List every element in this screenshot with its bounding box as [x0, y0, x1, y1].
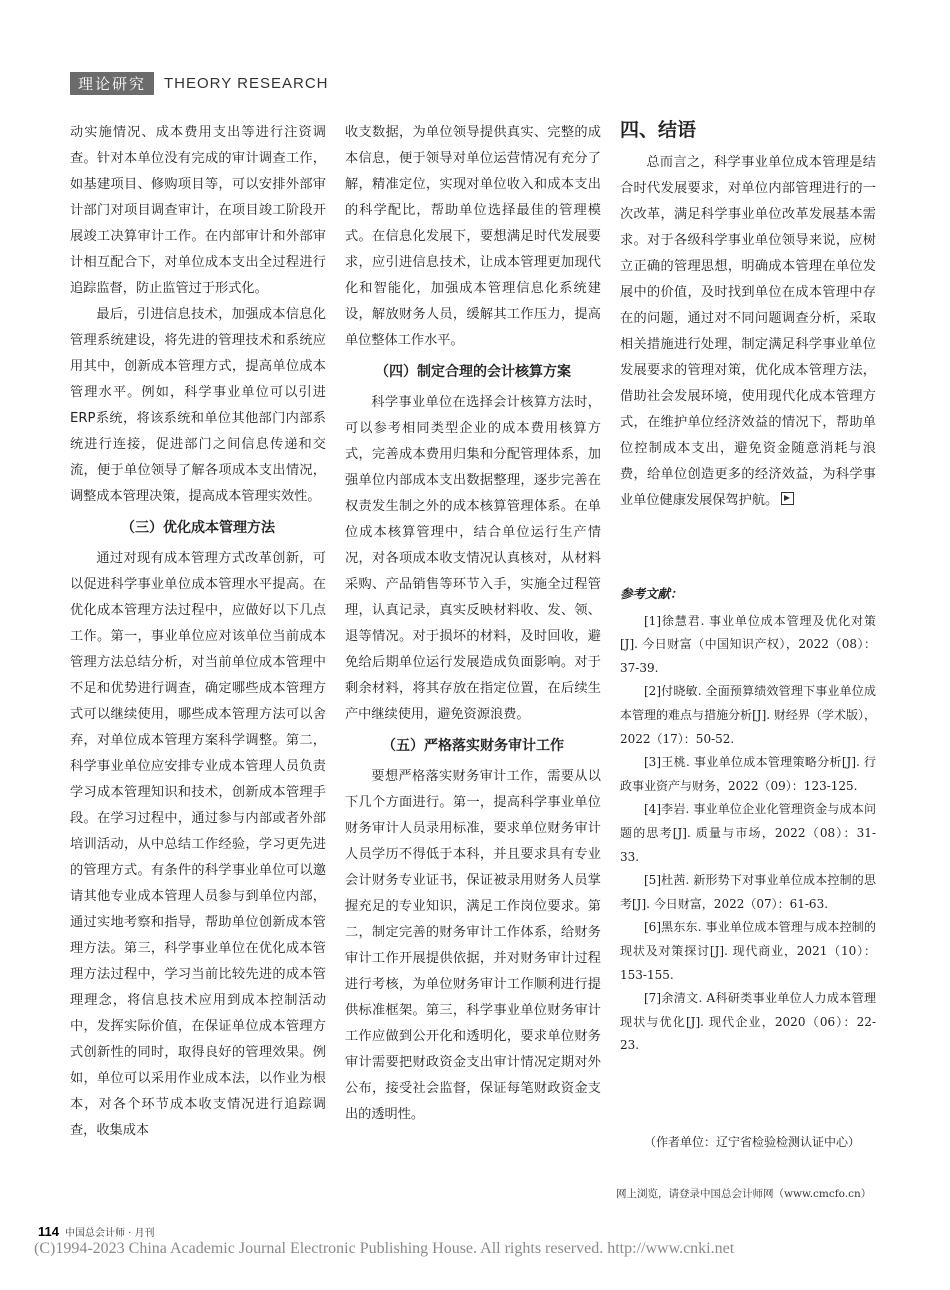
paragraph: 要想严格落实财务审计工作，需要从以下几个方面进行。第一，提高科学事业单位财务审计人员录用标准，要求单位财务审计人员学历不得低于本科，并且要求具有专业会计财务专业证书，保证被录用财务人员掌握充足的专业知识，满足工作岗位要求。第二，制定完善的财务审计工作体系，给财务审计工作开展提供依据，并对财务审计过程进行考核，为单位财务审计工作顺利进行提供标准框架。第三，科学事业单位财务审计工作应做到公开化和透明化，要求单位财务审计需要把财政资金支出审计情况定期对外公布，接受社会监督，保证每笔财政资金支出的透明性。	[345, 769, 601, 1122]
subsection-heading: （三）优化成本管理方法	[121, 520, 275, 536]
section-header	[70, 72, 329, 94]
journal-name: 中国总会计师 · 月刊	[64, 1228, 155, 1239]
reference-item: [1]徐慧君. 事业单位成本管理及优化对策[J]. 今日财富（中国知识产权），2022（08）：37-39.	[620, 613, 876, 675]
reference-item: [5]杜茜. 新形势下对事业单位成本控制的思考[J]. 今日财富，2022（07）：61-63.	[620, 873, 876, 911]
subsection-heading: （五）严格落实财务审计工作	[382, 738, 564, 754]
references	[620, 582, 876, 1058]
page-footer	[38, 1224, 155, 1239]
references-title: 参考文献：	[620, 586, 683, 601]
reference-item: [7]余清文. A科研类事业单位人力成本管理现状与优化[J]. 现代企业，2020（06）：22-23.	[620, 991, 876, 1053]
end-of-article-icon	[781, 492, 794, 505]
paragraph: 通过对现有成本管理方式改革创新，可以促进科学事业单位成本管理水平提高。在优化成本管理方法过程中，应做好以下几点工作。第一，事业单位应对该单位当前成本管理方法总结分析，对当前单位成本管理中不足和优势进行调查，确定哪些成本管理方式可以继续使用，哪些成本管理方法可以舍弃，对单位成本管理方案科学调整。第二，科学事业单位应安排专业成本管理人员负责学习成本管理知识和技术，创新成本管理手段。在学习过程中，通过参与内部或者外部培训活动，从中总结工作经验，学习更先进的管理方式。有条件的科学事业单位可以邀请其他专业成本管理人员参与到单位内部，通过实地考察和指导，帮助单位创新成本管理方法。第三，科学事业单位在优化成本管理方法过程中，学习当前比较先进的成本管理理念，将信息技术应用到成本控制活动中，发挥实际价值，在保证单位成本管理方式创新性的同时，取得良好的管理效果。例如，单位可以采用作业成本法，以作业为根本，对各个环节成本收支情况进行追踪调查，收集成本	[70, 551, 326, 1138]
conclusion-paragraph: 总而言之，科学事业单位成本管理是结合时代发展要求，对单位内部管理进行的一次改革，满足科学事业单位改革发展基本需求。对于各级科学事业单位领导来说，应树立正确的管理思想，明确成本管理在单位发展中的价值，及时找到单位在成本管理中存在的问题，通过对不同问题调查分析，采取相关措施进行处理，制定满足科学事业单位发展要求的管理对策，优化成本管理方法，借助社会发展环境，使用现代化成本管理方式，在维护单位经济效益的情况下，帮助单位控制成本支出，避免资金随意消耗与浪费，给单位创造更多的经济效益，为科学事业单位健康发展保驾护航。	[620, 155, 876, 508]
column-2	[345, 120, 601, 1128]
paragraph: 最后，引进信息技术，加强成本信息化管理系统建设，将先进的管理技术和系统应用其中，创新成本管理方式，提高单位成本管理水平。例如，科学事业单位可以引进ERP系统，将该系统和单位其他部门内部系统进行连接，促进部门之间信息传递和交流，便于单位领导了解各项成本支出情况，调整成本管理决策，提高成本管理实效性。	[70, 307, 326, 504]
page-number: 114	[38, 1224, 59, 1239]
reference-item: [6]黑东东. 事业单位成本管理与成本控制的现状及对策探讨[J]. 现代商业，2021（10）：153-155.	[620, 920, 876, 982]
paragraph: 科学事业单位在选择会计核算方法时，可以参考相同类型企业的成本费用核算方式，完善成本费用归集和分配管理体系，加强单位内部成本支出数据整理，逐步完善在权责发生制之外的成本核算管理体系。在单位成本核算管理中，结合单位运行生产情况，对各项成本收支情况认真核对，从材料采购、产品销售等环节入手，实施全过程管理，认真记录，真实反映材料收、发、领、退等情况。对于损坏的材料，及时回收，避免给后期单位运行发展造成负面影响。对于剩余材料，将其存放在指定位置，在后续生产中继续使用，避免资源浪费。	[345, 395, 601, 722]
paragraph: 收支数据，为单位领导提供真实、完整的成本信息，便于领导对单位运营情况有充分了解，精准定位，实现对单位收入和成本支出的科学配比，帮助单位选择最佳的管理模式。在信息化发展下，要想满足时代发展要求，应引进信息技术，让成本管理更加现代化和智能化，加强成本管理信息化系统建设，解放财务人员，缓解其工作压力，提高单位整体工作水平。	[345, 125, 601, 348]
reference-item: [3]王桃. 事业单位成本管理策略分析[J]. 行政事业资产与财务，2022（09）：123-125.	[620, 755, 876, 793]
online-note: 网上浏览，请登录中国总会计师网（www.cmcfo.cn）	[616, 1188, 872, 1200]
reference-item: [2]付晓敏. 全面预算绩效管理下事业单位成本管理的难点与措施分析[J]. 财经界（学术版），2022（17）：50-52.	[620, 684, 876, 746]
column-1	[70, 120, 326, 1144]
section-label-en: THEORY RESEARCH	[164, 74, 329, 92]
paragraph: 动实施情况、成本费用支出等进行注资调查。针对本单位没有完成的审计调查工作，如基建项目、修购项目等，可以安排外部审计部门对项目调查审计，在项目竣工阶段开展竣工决算审计工作。在内部审计和外部审计相互配合下，对单位成本支出全过程进行追踪监督，防止监管过于形式化。	[70, 125, 326, 296]
subsection-heading: （四）制定合理的会计核算方案	[375, 364, 571, 380]
column-3	[620, 120, 876, 514]
reference-item: [4]李岩. 事业单位企业化管理资金与成本问题的思考[J]. 质量与市场，2022（08）：31-33.	[620, 802, 876, 864]
author-unit: （作者单位：辽宁省检验检测认证中心）	[644, 1135, 861, 1149]
copyright-watermark: (C)1994-2023 China Academic Journal Electronic Publishing House. All rights reserved. http://www.cnki.net	[34, 1240, 735, 1257]
section-label-zh: 理论研究	[70, 72, 154, 95]
section-heading: 四、结语	[620, 119, 697, 141]
